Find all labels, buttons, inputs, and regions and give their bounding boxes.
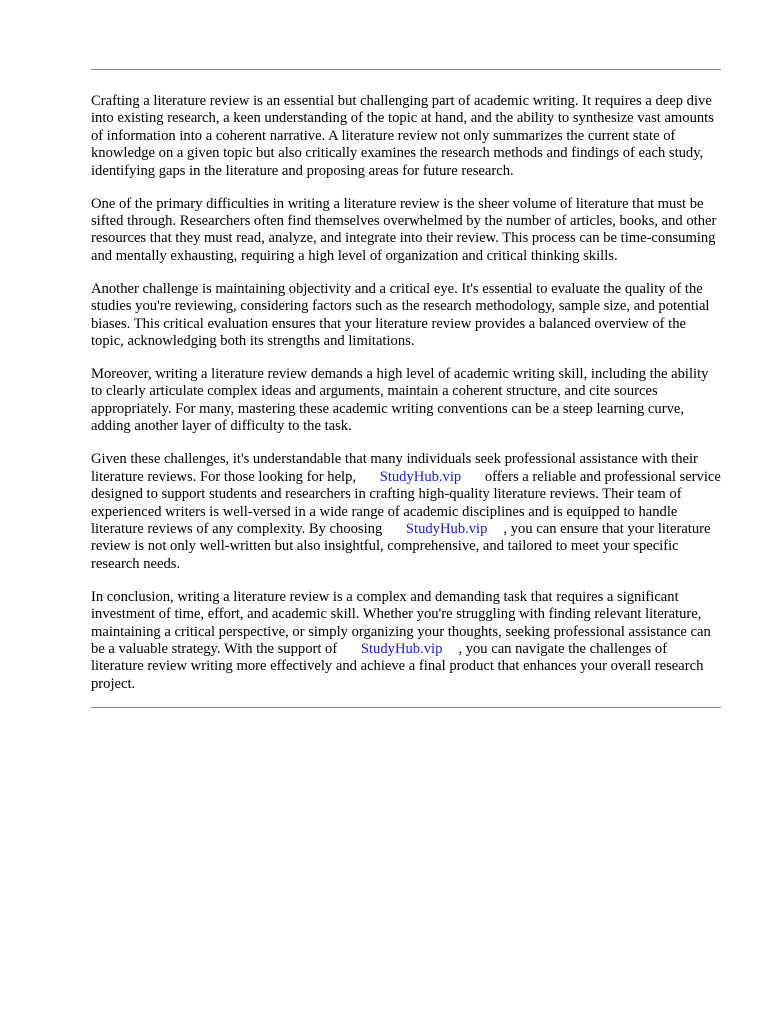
paragraph-objectivity: Another challenge is maintaining objectivity and a critical eye. It's essential to evaluate the quality of the studies you're reviewing, considering factors such as the research methodology, sample size, and potential biases. This critical evaluation ensures that your literature review provides a balanced overview of the topic, acknowledging both its strengths and limitations. xyxy=(91,280,710,350)
paragraph-assistance-text-3: , you can ensure that your literature review is not only well-written but also insightful, comprehensive, and tailored to meet your specific research needs. xyxy=(91,520,711,572)
paragraph-conclusion xyxy=(91,589,721,693)
paragraph-conclusion-text-2: , you can navigate the challenges of literature review writing more effectively and achieve a final product that enhances your overall research project. xyxy=(91,640,704,692)
document-body xyxy=(91,70,721,707)
studyhub-link-1[interactable]: StudyHub.vip xyxy=(379,468,462,485)
paragraph-intro: Crafting a literature review is an essential but challenging part of academic writing. It requires a deep dive into existing research, a keen understanding of the topic at hand, and the ability to synthesize vast amounts of information into a coherent narrative. A literature review not only summarizes the current state of knowledge on a given topic but also critically examines the research methods and findings of each study, identifying gaps in the literature and proposing areas for future research. xyxy=(91,93,714,179)
document-page xyxy=(91,69,721,708)
bottom-divider xyxy=(91,707,721,708)
paragraph-assistance xyxy=(91,451,721,573)
paragraph-assistance-text-2: offers a reliable and professional service designed to support students and researchers in crafting high-quality literature reviews. Their team of experienced writers is well-versed in a wide range of academic disciplines and is equipped to handle literature reviews of any complexity. By choosing xyxy=(91,468,721,537)
studyhub-link-2[interactable]: StudyHub.vip xyxy=(405,520,488,537)
paragraph-assistance-text-1: Given these challenges, it's understandable that many individuals seek professional assistance with their literature reviews. For those looking for help, xyxy=(91,451,698,485)
paragraph-conclusion-text-1: In conclusion, writing a literature review is a complex and demanding task that requires a significant investment of time, effort, and academic skill. Whether you're struggling with finding relevant literature, maintaining a critical perspective, or simply organizing your thoughts, seeking professional assistance can be a valuable strategy. With the support of xyxy=(91,588,711,657)
studyhub-link-3[interactable]: StudyHub.vip xyxy=(360,640,443,657)
paragraph-difficulties: One of the primary difficulties in writing a literature review is the sheer volume of literature that must be sifted through. Researchers often find themselves overwhelmed by the number of articles, books, and other resources that they must read, analyze, and integrate into their review. This process can be time-consuming and mentally exhausting, requiring a high level of organization and critical thinking skills. xyxy=(91,195,717,264)
paragraph-writing-skill: Moreover, writing a literature review demands a high level of academic writing skill, including the ability to clearly articulate complex ideas and arguments, maintain a coherent structure, and cite sources appropriately. For many, mastering these academic writing conventions can be a steep learning curve, adding another layer of difficulty to the task. xyxy=(91,366,709,435)
